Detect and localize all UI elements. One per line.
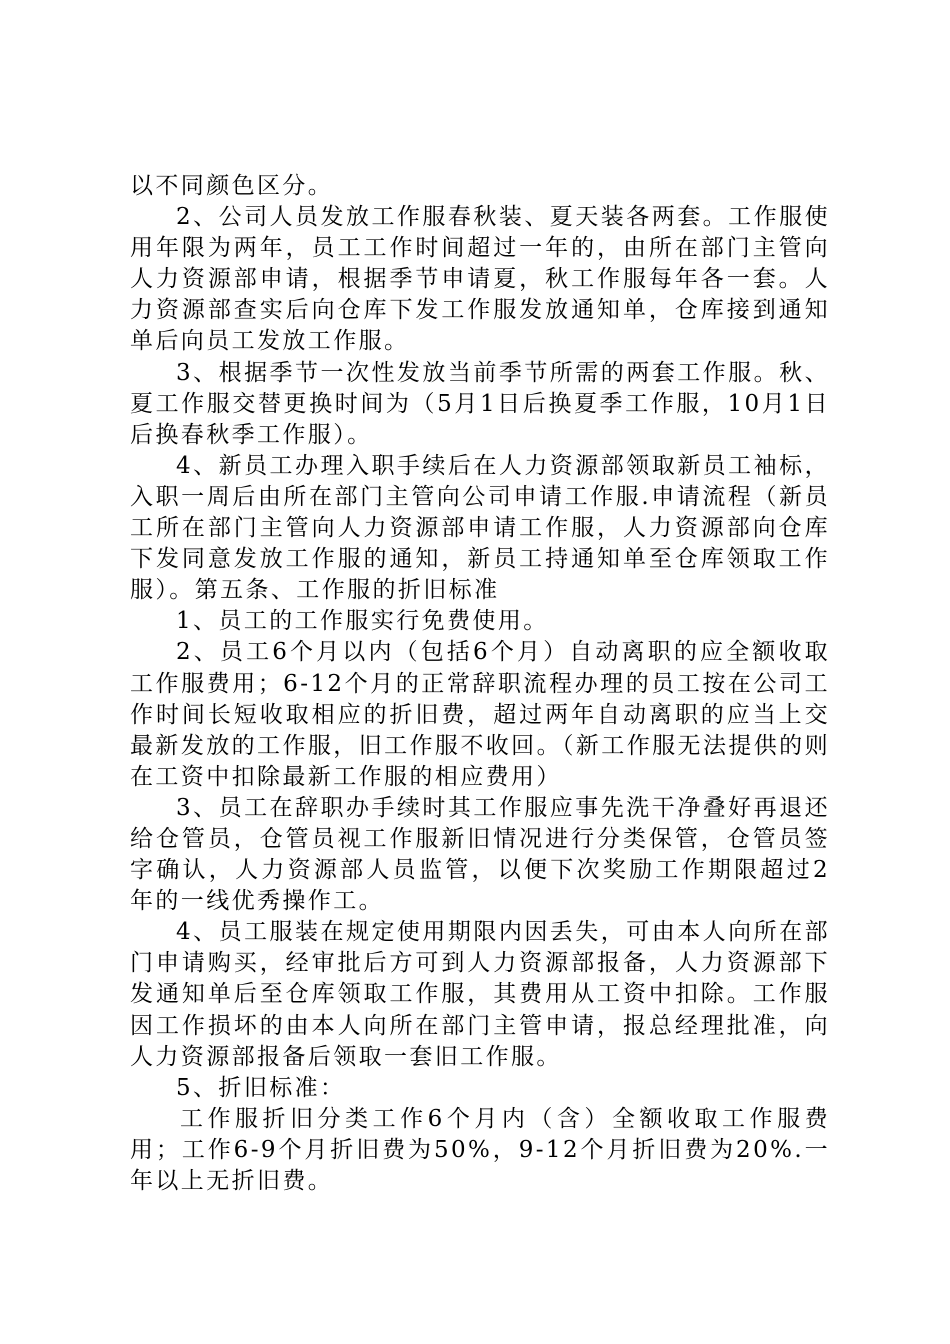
- document-body: [130, 171, 830, 1197]
- paragraph-new-employee: 4、新员工办理入职手续后在人力资源部领取新员工袖标，入职一周后由所在部门主管向公司申请工作服.申请流程（新员工所在部门主管向人力资源部申请工作服，人力资源部向仓库下发同意发放工作服的通知，新员工持通知单至仓库领取工作服）。第五条、工作服的折旧标准: [130, 452, 830, 604]
- paragraph-color-note: 以不同颜色区分。: [130, 173, 334, 199]
- paragraph-free-use: 1、员工的工作服实行免费使用。: [176, 608, 549, 635]
- paragraph-depreciation-rates: 工作服折旧分类工作6个月内（含）全额收取工作服费用；工作6-9个月折旧费为50%，9-12个月折旧费为20%.一年以上无折旧费。: [130, 1105, 830, 1194]
- paragraph-resignation-fee: 2、员工6个月以内（包括6个月）自动离职的应全额收取工作服费用；6-12个月的正常辞职流程办理的员工按在公司工作时间长短收取相应的折旧费，超过两年自动离职的应当上交最新发放的工作服，旧工作服不收回。（新工作服无法提供的则在工资中扣除最新工作服的相应费用）: [130, 639, 830, 790]
- paragraph-return-uniform: 3、员工在辞职办手续时其工作服应事先洗干净叠好再退还给仓管员，仓管员视工作服新旧情况进行分类保管，仓管员签字确认，人力资源部人员监管，以便下次奖励工作期限超过2年的一线优秀操作工。: [130, 794, 830, 915]
- paragraph-depreciation-heading: 5、折旧标准：: [176, 1074, 346, 1101]
- paragraph-issue-sets: 2、公司人员发放工作服春秋装、夏天装各两套。工作服使用年限为两年，员工工作时间超过一年的，由所在部门主管向人力资源部申请，根据季节申请夏，秋工作服每年各一套。人力资源部查实后向仓库下发工作服发放通知单，仓库接到通知单后向员工发放工作服。: [130, 204, 830, 355]
- paragraph-seasonal-issue: 3、根据季节一次性发放当前季节所需的两套工作服。秋、夏工作服交替更换时间为（5月1日后换夏季工作服，10月1日后换春秋季工作服）。: [130, 359, 830, 448]
- paragraph-lost-uniform: 4、员工服装在规定使用期限内因丢失，可由本人向所在部门申请购买，经审批后方可到人力资源部报备，人力资源部下发通知单后至仓库领取工作服，其费用从工资中扣除。工作服因工作损坏的由本人向所在部门主管申请，报总经理批准，向人力资源部报备后领取一套旧工作服。: [130, 919, 830, 1070]
